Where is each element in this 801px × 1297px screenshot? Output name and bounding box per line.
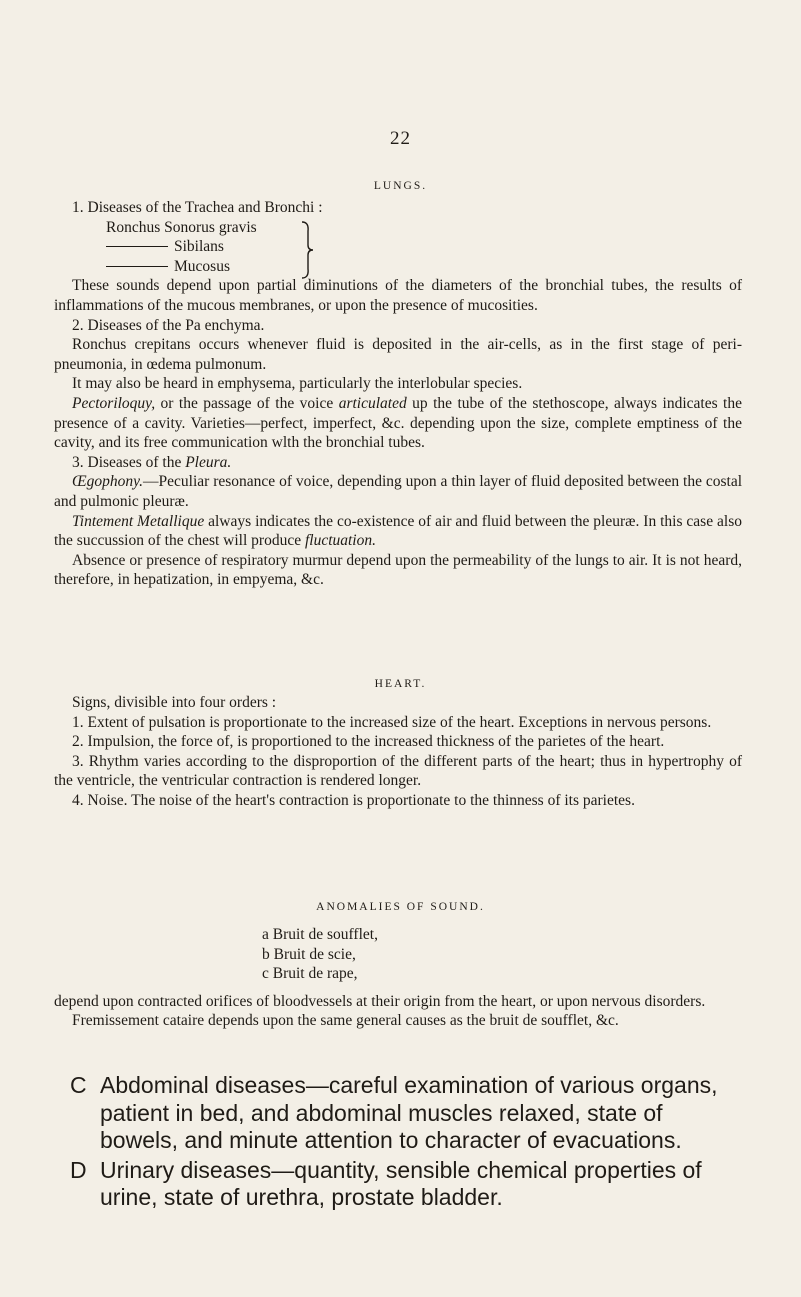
ronchus-mucosus <box>106 257 742 277</box>
ditto-dash <box>106 246 168 247</box>
heart-sign-4: 4. Noise. The noise of the heart's contraction is proportionate to the thinness of its parietes. <box>72 791 635 809</box>
note-text: Abdominal diseases—careful examination of various organs, patient in bed, and abdominal muscles relaxed, state of bowels, and minute attention to character of evacuations. <box>100 1072 718 1154</box>
text-span: always indicates the co-existence of air and fluid between the pleuræ. In this case also the succussion of the chest will produce <box>54 512 742 550</box>
crepitans-paragraph: Ronchus crepitans occurs whenever fluid is deposited in the air-cells, as in the first stage of peri-pneumonia, in œdema pulmonum. <box>54 336 742 373</box>
right-brace-icon <box>300 221 314 279</box>
murmur-paragraph: Absence or presence of respiratory murmur depend upon the permeability of the lungs to air. It is not heard, therefore, in hepatization, in empyema, &c. <box>54 551 742 589</box>
bruit-item: c Bruit de rape, <box>262 965 358 983</box>
bruit-item: b Bruit de scie, <box>262 945 356 963</box>
note-text: Urinary diseases—quantity, sensible chemical properties of urine, state of urethra, prostate bladder. <box>100 1156 702 1211</box>
term: Pleura. <box>185 453 232 471</box>
heart-sign-2: 2. Impulsion, the force of, is proportioned to the increased thickness of the parietes of the heart. <box>72 733 665 751</box>
pleura-heading <box>54 453 742 473</box>
text-span: 3. Diseases of the <box>72 453 186 471</box>
heart-sign-1: 1. Extent of pulsation is proportionate to the increased size of the heart. Exceptions in nervous persons. <box>72 713 712 731</box>
text-span: —Peculiar resonance of voice, depending upon a thin layer of fluid deposited between the costal and pulmonic pleuræ. <box>54 473 742 510</box>
handwritten-notes <box>70 1072 724 1212</box>
aegophony-paragraph <box>54 472 742 511</box>
heart-section <box>54 693 742 811</box>
bruit-list <box>54 925 742 984</box>
parenchyma-heading: 2. Diseases of the Pa enchyma. <box>72 316 265 334</box>
bruit-paragraph: depend upon contracted orifices of bloodvessels at their origin from the heart, or upon nervous disorders. <box>54 992 706 1010</box>
ronchus-sibilans <box>106 237 742 257</box>
term: Pectoriloquy, <box>72 394 156 412</box>
note-letter: C <box>70 1072 87 1098</box>
tintement-paragraph <box>54 512 742 551</box>
note-abdominal <box>70 1072 724 1155</box>
trachea-heading: 1. Diseases of the Trachea and Bronchi : <box>72 199 323 216</box>
fremissement-paragraph: Fremissement cataire depends upon the same general causes as the bruit de soufflet, &c. <box>72 1012 619 1030</box>
ronchus-label: Ronchus Sonorus gravis <box>106 218 257 236</box>
ronchus-sonorus <box>106 218 742 238</box>
anomalies-header: ANOMALIES OF SOUND. <box>316 901 485 913</box>
pectoriloquy-paragraph <box>54 394 742 453</box>
ditto-dash <box>106 266 168 267</box>
ronchus-list <box>54 218 742 277</box>
signs-intro: Signs, divisible into four orders : <box>72 694 277 711</box>
lungs-section <box>54 198 742 590</box>
note-urinary <box>70 1156 724 1212</box>
anomalies-section <box>54 925 742 1031</box>
term: fluctuation. <box>304 532 376 550</box>
lungs-header: LUNGS. <box>373 180 428 192</box>
bruit-item: a Bruit de soufflet, <box>262 926 378 943</box>
ronchus-label: Mucosus <box>174 257 230 275</box>
text-span: up the tube of the stethoscope, always indicates the presence of a cavity. Varieties—perfect, imperfect, &c. depending upon the size, complete emptiness of the cavity, and its free communication wlth the bronchial tubes. <box>54 394 742 452</box>
term: Tintement Metallique <box>72 512 205 530</box>
page-number: 22 <box>390 128 411 149</box>
note-letter: D <box>70 1156 87 1183</box>
text-span: or the passage of the voice <box>155 394 339 412</box>
heart-sign-3: 3. Rhythm varies according to the disproportion of the different parts of the heart; thus in hypertrophy of the ventricle, the ventricular contraction is rendered longer. <box>54 752 742 790</box>
heart-header: HEART. <box>374 678 427 690</box>
bronchi-paragraph: These sounds depend upon partial diminutions of the diameters of the bronchial tubes, the results of inflammations of the mucous membranes, or upon the presence of mucosities. <box>54 277 742 314</box>
term: Œgophony. <box>72 473 144 491</box>
ronchus-label: Sibilans <box>174 238 224 256</box>
emphysema-paragraph: It may also be heard in emphysema, particularly the interlobular species. <box>72 375 523 393</box>
term: articulated <box>338 394 407 412</box>
